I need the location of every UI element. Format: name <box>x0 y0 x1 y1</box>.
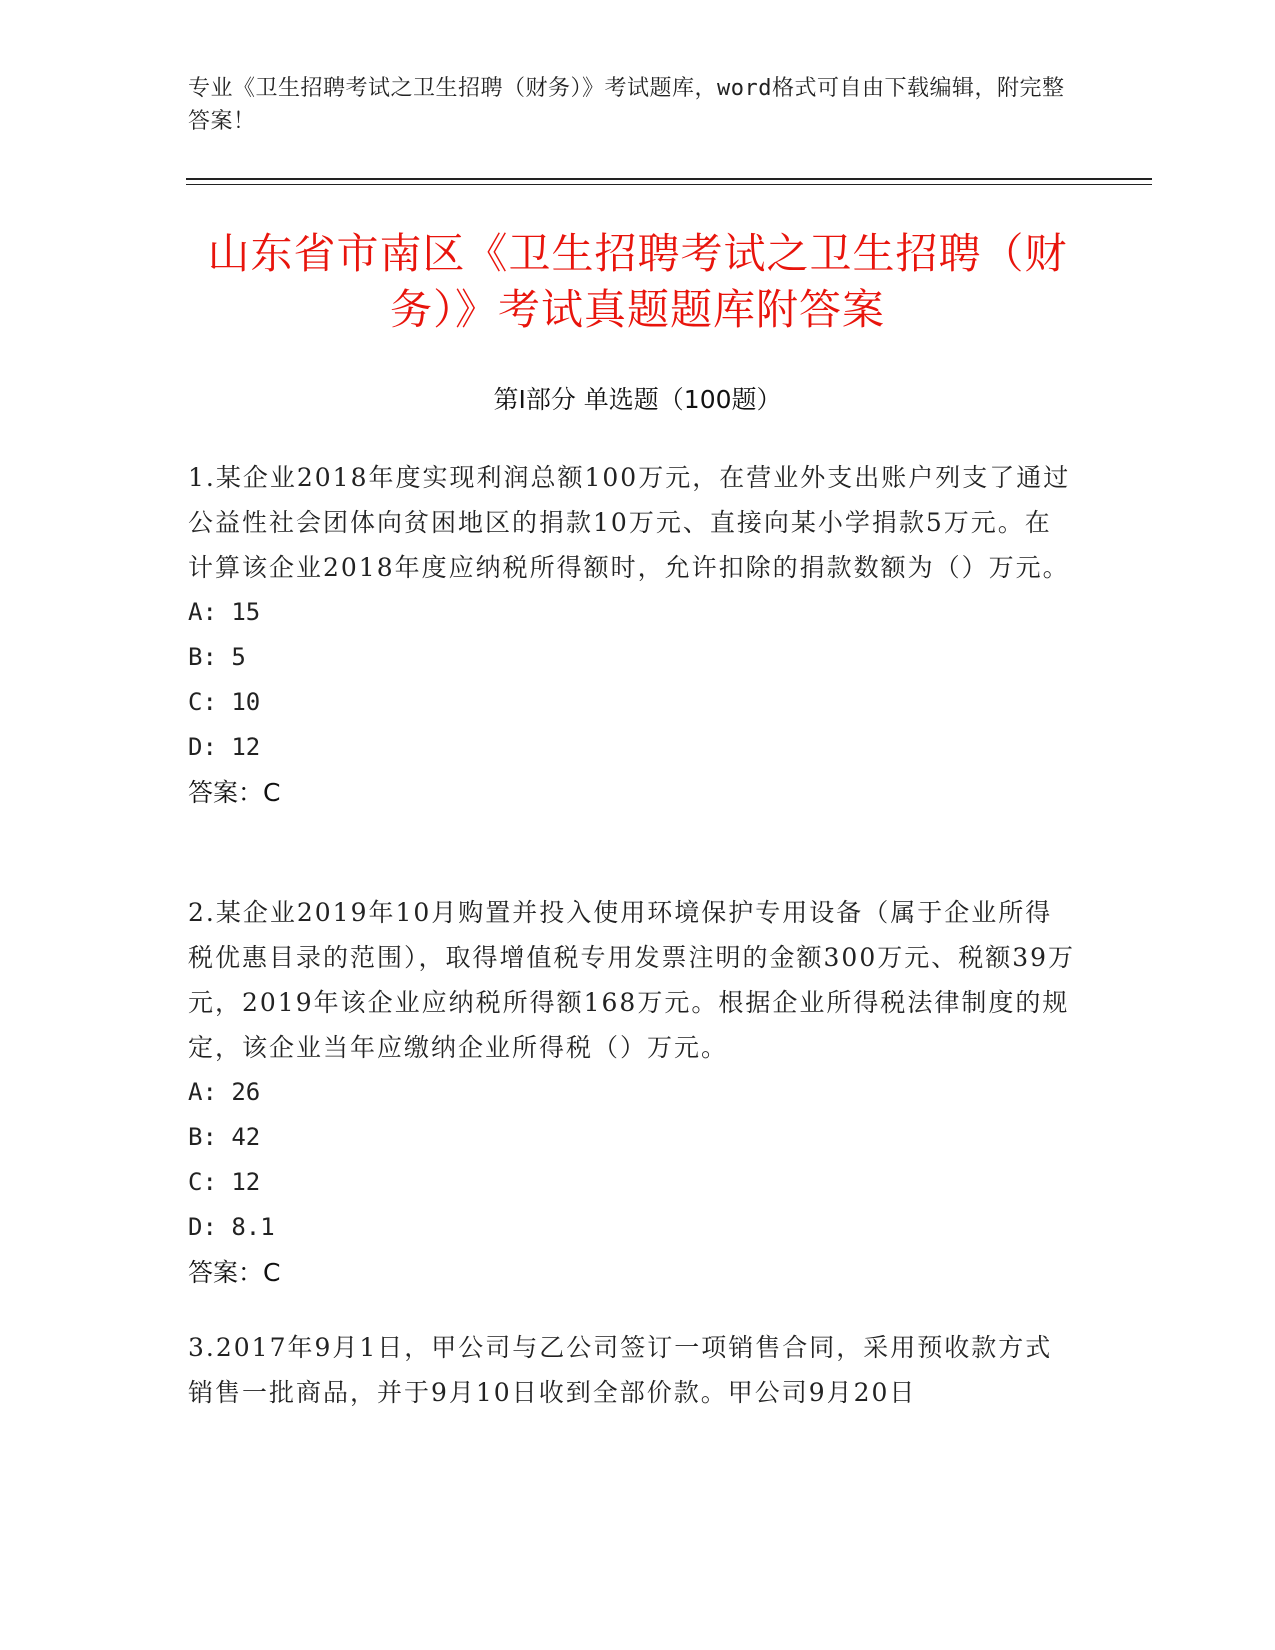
answer: 答案：C <box>188 778 281 807</box>
option-b: B: 42 <box>188 1123 261 1151</box>
document-title: 山东省市南区《卫生招聘考试之卫生招聘（财务）》考试真题题库附答案 <box>207 229 1068 334</box>
option-d: D: 12 <box>188 733 261 761</box>
header-rule-thick <box>186 178 1152 180</box>
option-b: B: 5 <box>188 643 246 671</box>
question-3 <box>188 1325 1078 1415</box>
question-text: 1.某企业2018年度实现利润总额100万元，在营业外支出账户列支了通过公益性社会团体向贫困地区的捐款10万元、直接向某小学捐款5万元。在计算该企业2018年度应纳税所得额时，允许扣除的捐款数额为（）万元。 <box>188 463 1071 582</box>
header-rule-thin <box>186 184 1152 185</box>
option-d: D: 8.1 <box>188 1213 275 1241</box>
answer: 答案：C <box>188 1258 281 1287</box>
question-1 <box>188 455 1078 815</box>
question-2 <box>188 890 1078 1295</box>
question-text: 3.2017年9月1日，甲公司与乙公司签订一项销售合同，采用预收款方式销售一批商品，并于9月10日收到全部价款。甲公司9月20日 <box>188 1333 1053 1407</box>
option-c: C: 12 <box>188 1168 261 1196</box>
option-a: A: 15 <box>188 598 261 626</box>
question-text: 2.某企业2019年10月购置并投入使用环境保护专用设备（属于企业所得税优惠目录的范围），取得增值税专用发票注明的金额300万元、税额39万元，2019年该企业应纳税所得额168万元。根据企业所得税法律制度的规定，该企业当年应缴纳企业所得税（）万元。 <box>188 898 1076 1062</box>
section-title: 第Ⅰ部分 单选题（100题） <box>493 385 782 414</box>
header-note: 专业《卫生招聘考试之卫生招聘（财务）》考试题库，word格式可自由下载编辑，附完整答案！ <box>188 76 1065 134</box>
option-a: A: 26 <box>188 1078 261 1106</box>
option-c: C: 10 <box>188 688 261 716</box>
